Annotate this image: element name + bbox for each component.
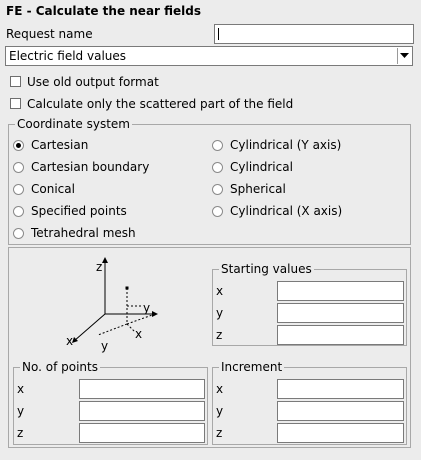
- radio-conical[interactable]: [13, 184, 24, 195]
- num-points-z-input[interactable]: [79, 423, 205, 443]
- request-name-label: Request name: [6, 27, 93, 41]
- radio-cylindrical[interactable]: [212, 162, 223, 173]
- increment-y-input[interactable]: [277, 401, 404, 421]
- axis-x-label: x: [66, 334, 74, 348]
- dropdown-arrow-icon[interactable]: [397, 48, 411, 64]
- radio-spherical-label: Spherical: [230, 182, 286, 196]
- scattered-only-label: Calculate only the scattered part of the field: [27, 97, 294, 111]
- axis-x-label-right: x: [135, 327, 143, 341]
- increment-x-input[interactable]: [277, 379, 404, 399]
- increment-x-label: x: [216, 382, 224, 396]
- starting-x-input[interactable]: [277, 281, 404, 301]
- radio-cartesian[interactable]: [13, 140, 24, 151]
- num-points-y-input[interactable]: [79, 401, 205, 421]
- num-points-z-label: z: [17, 426, 24, 440]
- starting-values-legend: Starting values: [221, 262, 312, 276]
- use-old-output-checkbox[interactable]: [10, 76, 21, 87]
- num-points-x-input[interactable]: [79, 379, 205, 399]
- radio-cartesian-label: Cartesian: [31, 138, 89, 152]
- increment-z-label: z: [216, 426, 223, 440]
- num-points-y-label: y: [17, 404, 25, 418]
- starting-x-label: x: [216, 284, 224, 298]
- text-caret: [218, 28, 219, 40]
- axis-z-label: z: [96, 260, 103, 274]
- radio-specified-points[interactable]: [13, 206, 24, 217]
- axis-y-label-right: y: [143, 301, 151, 315]
- increment-z-input[interactable]: [277, 423, 404, 443]
- use-old-output-label: Use old output format: [27, 75, 159, 89]
- request-name-input[interactable]: [214, 24, 414, 44]
- radio-cylindrical-x[interactable]: [212, 206, 223, 217]
- radio-cylindrical-label: Cylindrical: [230, 160, 293, 174]
- field-type-value: Electric field values: [9, 49, 127, 63]
- radio-cylindrical-x-label: Cylindrical (X axis): [230, 204, 343, 218]
- radio-tetrahedral-mesh-label: Tetrahedral mesh: [31, 226, 136, 240]
- axis-y-label: y: [101, 339, 109, 353]
- dialog-title: FE - Calculate the near fields: [6, 4, 202, 18]
- coordinate-axes-diagram-icon: [60, 254, 170, 354]
- coordinate-system-legend: Coordinate system: [17, 117, 130, 131]
- scattered-only-checkbox[interactable]: [10, 98, 21, 109]
- starting-z-input[interactable]: [277, 325, 404, 345]
- radio-spherical[interactable]: [212, 184, 223, 195]
- starting-y-label: y: [216, 306, 224, 320]
- radio-cylindrical-y[interactable]: [212, 140, 223, 151]
- num-points-x-label: x: [17, 382, 25, 396]
- radio-specified-points-label: Specified points: [31, 204, 127, 218]
- increment-legend: Increment: [221, 360, 283, 374]
- radio-conical-label: Conical: [31, 182, 75, 196]
- increment-y-label: y: [216, 404, 224, 418]
- starting-z-label: z: [216, 328, 223, 342]
- starting-y-input[interactable]: [277, 303, 404, 323]
- field-type-select[interactable]: [5, 46, 413, 66]
- radio-cylindrical-y-label: Cylindrical (Y axis): [230, 138, 342, 152]
- radio-cartesian-boundary[interactable]: [13, 162, 24, 173]
- radio-cartesian-boundary-label: Cartesian boundary: [31, 160, 150, 174]
- num-points-legend: No. of points: [22, 360, 98, 374]
- radio-tetrahedral-mesh[interactable]: [13, 228, 24, 239]
